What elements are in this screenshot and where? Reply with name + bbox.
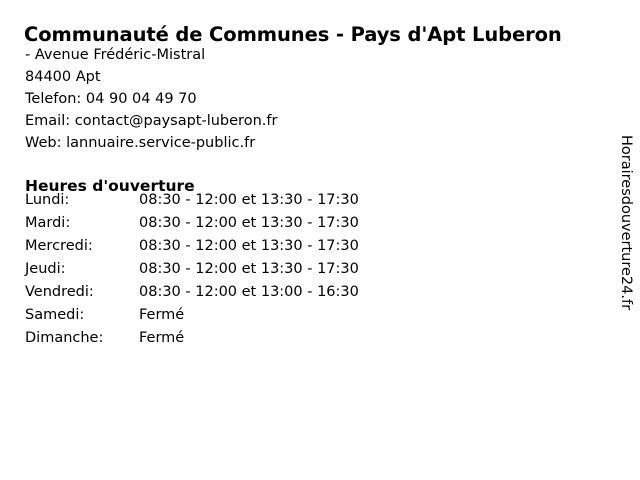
opening-hours-table: [25, 192, 359, 353]
day-hours: 08:30 - 12:00 et 13:30 - 17:30: [139, 238, 359, 254]
day-label: Mardi:: [25, 215, 71, 231]
day-label: Mercredi:: [25, 238, 93, 254]
address-line-web: Web: lannuaire.service-public.fr: [25, 135, 256, 151]
address-line-email: Email: contact@paysapt-luberon.fr: [25, 113, 278, 129]
opening-hours-heading: Heures d'ouverture: [25, 176, 195, 195]
table-row: [25, 330, 359, 353]
address-block: [25, 44, 277, 154]
table-row: [25, 238, 359, 261]
address-line-street: - Avenue Frédéric-Mistral: [25, 47, 206, 63]
table-row: [25, 307, 359, 330]
day-label: Jeudi:: [25, 261, 66, 277]
address-line-city: 84400 Apt: [25, 69, 101, 85]
day-hours: Fermé: [139, 307, 185, 323]
day-label: Dimanche:: [25, 330, 104, 346]
table-row: [25, 284, 359, 307]
table-row: [25, 215, 359, 238]
table-row: [25, 192, 359, 215]
day-hours: 08:30 - 12:00 et 13:30 - 17:30: [139, 192, 359, 208]
address-line-phone: Telefon: 04 90 04 49 70: [25, 91, 197, 107]
day-hours: 08:30 - 12:00 et 13:00 - 16:30: [139, 284, 359, 300]
watermark-text: Horairesdouverture24.fr: [618, 135, 634, 311]
day-label: Samedi:: [25, 307, 85, 323]
day-label: Vendredi:: [25, 284, 94, 300]
table-row: [25, 261, 359, 284]
day-hours: 08:30 - 12:00 et 13:30 - 17:30: [139, 261, 359, 277]
day-hours: 08:30 - 12:00 et 13:30 - 17:30: [139, 215, 359, 231]
page-title: Communauté de Communes - Pays d'Apt Luberon: [24, 23, 562, 47]
day-hours: Fermé: [139, 330, 185, 346]
day-label: Lundi:: [25, 192, 70, 208]
